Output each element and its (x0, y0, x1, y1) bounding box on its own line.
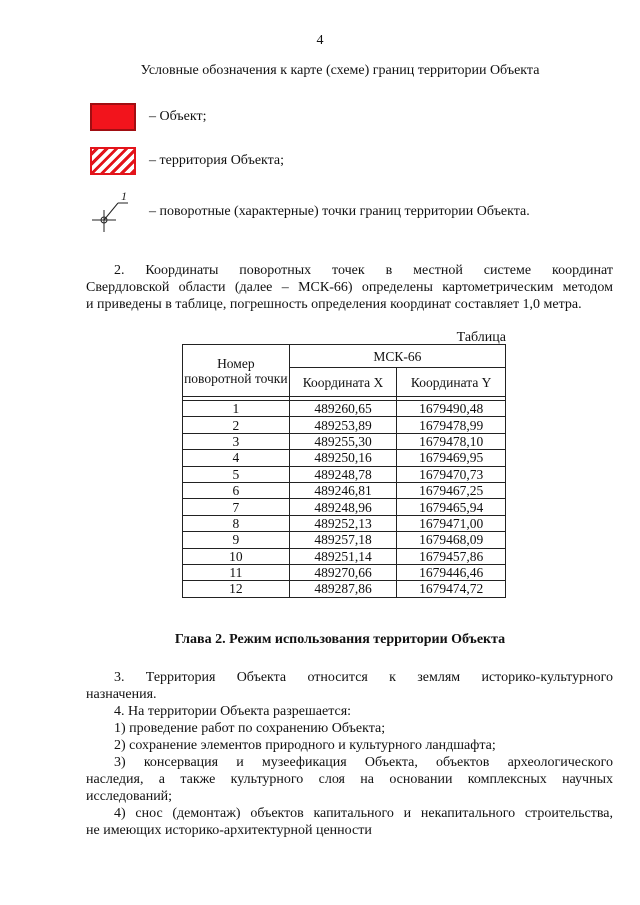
point-number: 12 (183, 581, 290, 597)
coord-x: 489270,66 (289, 564, 397, 580)
list-item-line: наследия, а также культурного слоя на основании комплексных научных (86, 772, 613, 787)
coord-x: 489250,16 (289, 450, 397, 466)
coord-x: 489287,86 (289, 581, 397, 597)
coord-y: 1679478,10 (397, 433, 506, 449)
coord-y: 1679467,25 (397, 482, 506, 498)
list-item-line: не имеющих историко-архитектурной ценности (86, 823, 372, 838)
legend-item-territory (90, 147, 284, 175)
point-number: 7 (183, 499, 290, 515)
legend-item-label: – поворотные (характерные) точки границ территории Объекта. (149, 204, 530, 219)
header-y: Координата Y (397, 368, 506, 397)
chapter-title: Глава 2. Режим использования территории Объекта (174, 632, 506, 647)
coord-y: 1679471,00 (397, 515, 506, 531)
list-item-line: 4) снос (демонтаж) объектов капитального и некапитального строительства, (114, 806, 613, 821)
legend-title: Условные обозначения к карте (схеме) границ территории Объекта (140, 63, 540, 78)
coord-y: 1679478,99 (397, 417, 506, 433)
legend-item-label: – Объект; (149, 109, 207, 124)
paragraph-2-line: 2. Координаты поворотных точек в местной системе координат (114, 263, 613, 278)
table-row (183, 532, 506, 548)
point-number: 1 (183, 401, 290, 417)
table-caption: Таблица (456, 330, 506, 345)
coord-x: 489257,18 (289, 532, 397, 548)
table-row (183, 515, 506, 531)
red-filled-rectangle-icon (90, 103, 136, 131)
point-number: 2 (183, 417, 290, 433)
coord-y: 1679470,73 (397, 466, 506, 482)
coord-y: 1679490,48 (397, 401, 506, 417)
coord-x: 489246,81 (289, 482, 397, 498)
coord-y: 1679469,95 (397, 450, 506, 466)
coord-y: 1679474,72 (397, 581, 506, 597)
point-number: 3 (183, 433, 290, 449)
turning-point-label: 1 (121, 189, 127, 203)
coord-y: 1679465,94 (397, 499, 506, 515)
paragraph-3-line: 3. Территория Объекта относится к землям историко-культурного (114, 670, 613, 685)
table-row (183, 401, 506, 417)
paragraph-4: 4. На территории Объекта разрешается: (114, 704, 352, 719)
coord-x: 489252,13 (289, 515, 397, 531)
table-row (183, 482, 506, 498)
list-item: 1) проведение работ по сохранению Объекта; (114, 721, 386, 736)
legend-item-object (90, 103, 206, 131)
list-item: 2) сохранение элементов природного и культурного ландшафта; (114, 738, 496, 753)
legend-item-label: – территория Объекта; (149, 153, 285, 168)
coord-x: 489253,89 (289, 417, 397, 433)
point-number: 4 (183, 450, 290, 466)
point-number: 8 (183, 515, 290, 531)
paragraph-2 (86, 262, 613, 313)
legend-item-turning-point (90, 189, 530, 235)
header-x: Координата X (289, 368, 397, 397)
point-number: 9 (183, 532, 290, 548)
table-row (183, 564, 506, 580)
list-item-line: 3) консервация и музеефикация Объекта, объектов археологического (114, 755, 613, 770)
table-row (183, 581, 506, 597)
point-number: 5 (183, 466, 290, 482)
header-coordinate-system: МСК-66 (289, 345, 505, 368)
coordinates-table (182, 344, 506, 598)
red-hatched-rectangle-icon (90, 147, 136, 175)
page-number: 4 (316, 33, 324, 48)
point-number: 6 (183, 482, 290, 498)
list-item-line: исследований; (86, 789, 173, 804)
header-point-number: Номер поворотной точки (183, 345, 290, 397)
paragraph-2-line: Свердловской области (далее – МСК-66) определены картометрическим методом (86, 280, 613, 295)
table-row (183, 499, 506, 515)
table-row (183, 466, 506, 482)
paragraph-2-line: и приведены в таблице, погрешность определения координат составляет 1,0 метра. (86, 297, 582, 312)
paragraph-3-line: назначения. (86, 687, 157, 702)
coord-x: 489248,78 (289, 466, 397, 482)
table-row (183, 417, 506, 433)
table-row (183, 548, 506, 564)
table-row (183, 433, 506, 449)
coord-x: 489255,30 (289, 433, 397, 449)
turning-point-marker-icon (90, 189, 136, 235)
table-row (183, 450, 506, 466)
chapter-2-body (86, 669, 613, 839)
coord-x: 489260,65 (289, 401, 397, 417)
coord-x: 489248,96 (289, 499, 397, 515)
coord-y: 1679446,46 (397, 564, 506, 580)
coord-y: 1679457,86 (397, 548, 506, 564)
point-number: 10 (183, 548, 290, 564)
coord-y: 1679468,09 (397, 532, 506, 548)
coord-x: 489251,14 (289, 548, 397, 564)
point-number: 11 (183, 564, 290, 580)
